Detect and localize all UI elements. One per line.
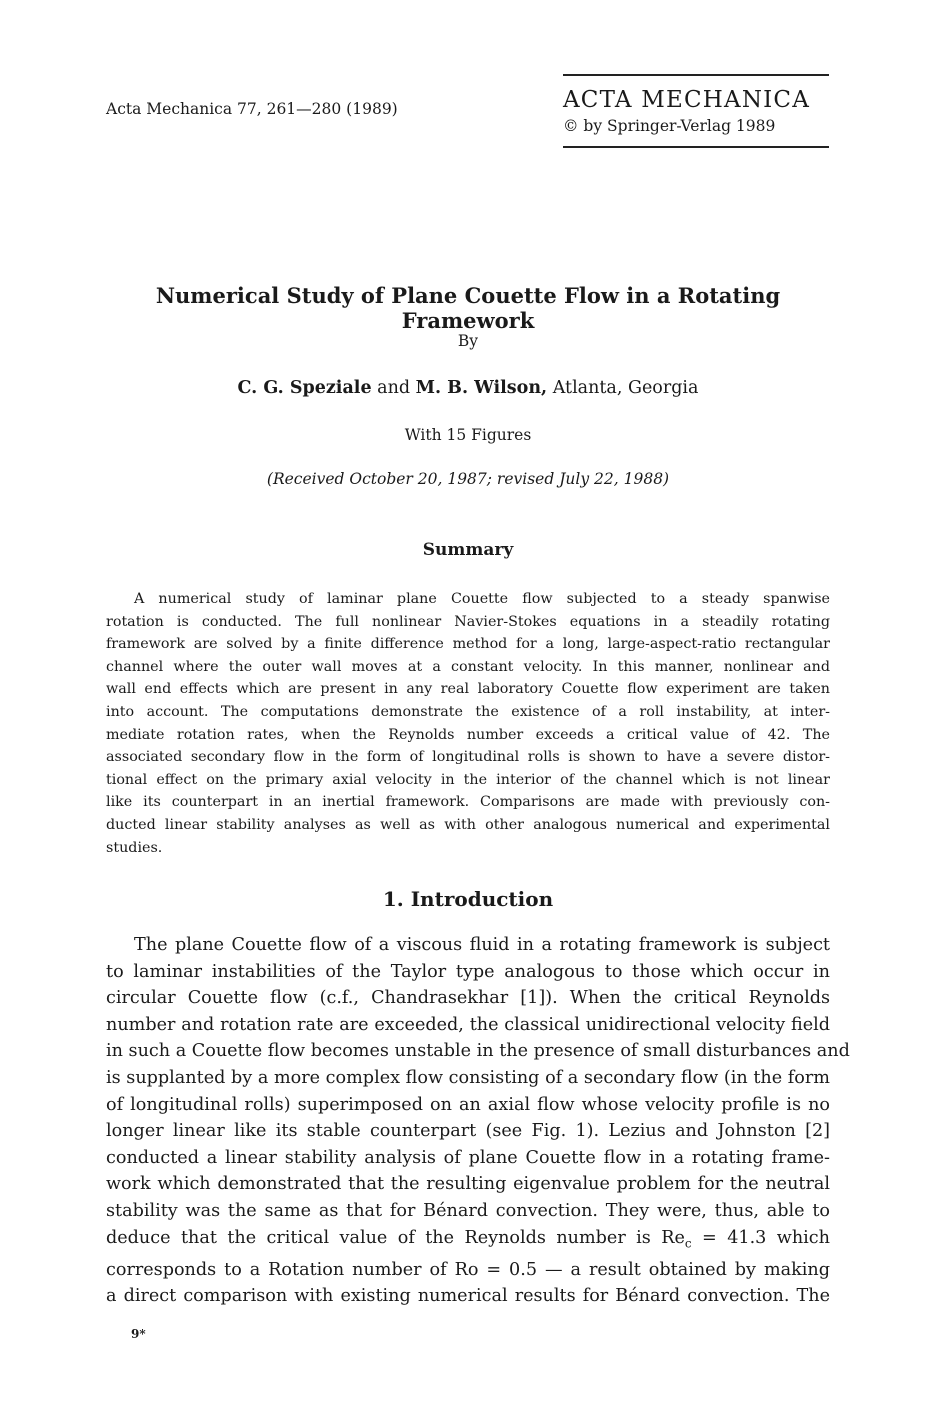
figure-count: With 15 Figures [404,426,532,444]
summary-line: channel where the outer wall moves at a constant velocity. In this manner, nonlinear and [106,658,830,675]
summary-line: associated secondary flow in the form of longitudinal rolls is shown to have a severe distor- [106,749,830,766]
author-line [106,378,830,398]
section-heading-introduction: 1. Introduction [382,887,554,911]
introduction-paragraph [106,932,850,1310]
summary-line: ducted linear stability analyses as well as with other analogous numerical and experimental [106,816,830,833]
body-line: a direct comparison with existing numerical results for Bénard convection. The [106,1286,830,1307]
article-title: Numerical Study of Plane Couette Flow in a Rotating Framework [155,283,781,333]
body-line: to laminar instabilities of the Taylor type analogous to those which occur in [106,961,830,982]
journal-citation: Acta Mechanica 77, 261—280 (1989) [106,100,398,118]
summary-heading: Summary [422,540,514,560]
summary-line: mediate rotation rates, when the Reynolds number exceeds a critical value of 42. The [106,726,830,743]
page-signature-mark: 9* [131,1327,146,1341]
summary-line: rotation is conducted. The full nonlinear Navier-Stokes equations in a steadily rotating [106,613,830,630]
author-conjunction: and [371,378,416,398]
body-line: circular Couette flow (c.f., Chandrasekhar [1]). When the critical Reynolds [106,988,830,1009]
summary-line: A numerical study of laminar plane Couette flow subjected to a steady spanwise [134,591,830,607]
author-wilson: M. B. Wilson, [415,378,548,398]
journal-copyright: © by Springer-Verlag 1989 [563,117,776,135]
body-line-with-equation [106,1225,830,1257]
body-line: The plane Couette flow of a viscous fluid in a rotating framework is subject [134,935,830,955]
body-line: in such a Couette flow becomes unstable in the presence of small disturbances and [106,1041,850,1062]
journal-name: ACTA MECHANICA [563,87,811,113]
summary-line: wall end effects which are present in any real laboratory Couette flow experiment are taken [106,681,830,698]
body-line: number and rotation rate are exceeded, the classical unidirectional velocity field [106,1014,830,1035]
journal-masthead [563,74,829,148]
body-line-text: deduce that the critical value of the Reynolds number is Re [106,1227,685,1248]
body-line: corresponds to a Rotation number of Ro = 0.5 — a result obtained by making [106,1259,830,1280]
reynolds-value: = 41.3 which [691,1227,830,1248]
reynolds-subscript: c [684,1236,692,1251]
author-location: Atlanta, Georgia [547,378,699,398]
body-line: of longitudinal rolls) superimposed on an axial flow whose velocity profile is no [106,1094,830,1115]
summary-line: into account. The computations demonstrate the existence of a roll instability, at inter- [106,703,830,720]
summary-line: studies. [106,839,163,856]
body-line: is supplanted by a more complex flow consisting of a secondary flow (in the form [106,1067,830,1088]
summary-line: like its counterpart in an inertial framework. Comparisons are made with previously con- [106,794,830,811]
body-line: conducted a linear stability analysis of plane Couette flow in a rotating frame- [106,1147,830,1168]
author-speziale: C. G. Speziale [237,378,372,398]
body-line: stability was the same as that for Bénard convection. They were, thus, able to [106,1200,830,1221]
body-line: work which demonstrated that the resulting eigenvalue problem for the neutral [106,1174,830,1195]
masthead-bottom-rule [563,146,829,148]
masthead-top-rule [563,74,829,76]
byline-by: By [457,332,479,350]
summary-paragraph [106,588,830,859]
summary-line: tional effect on the primary axial velocity in the interior of the channel which is not linear [106,771,830,788]
summary-line: framework are solved by a finite difference method for a long, large-aspect-ratio rectangular [106,636,830,653]
received-dates: (Received October 20, 1987; revised July 22, 1988) [266,470,670,488]
body-line: longer linear like its stable counterpart (see Fig. 1). Lezius and Johnston [2] [106,1121,830,1142]
